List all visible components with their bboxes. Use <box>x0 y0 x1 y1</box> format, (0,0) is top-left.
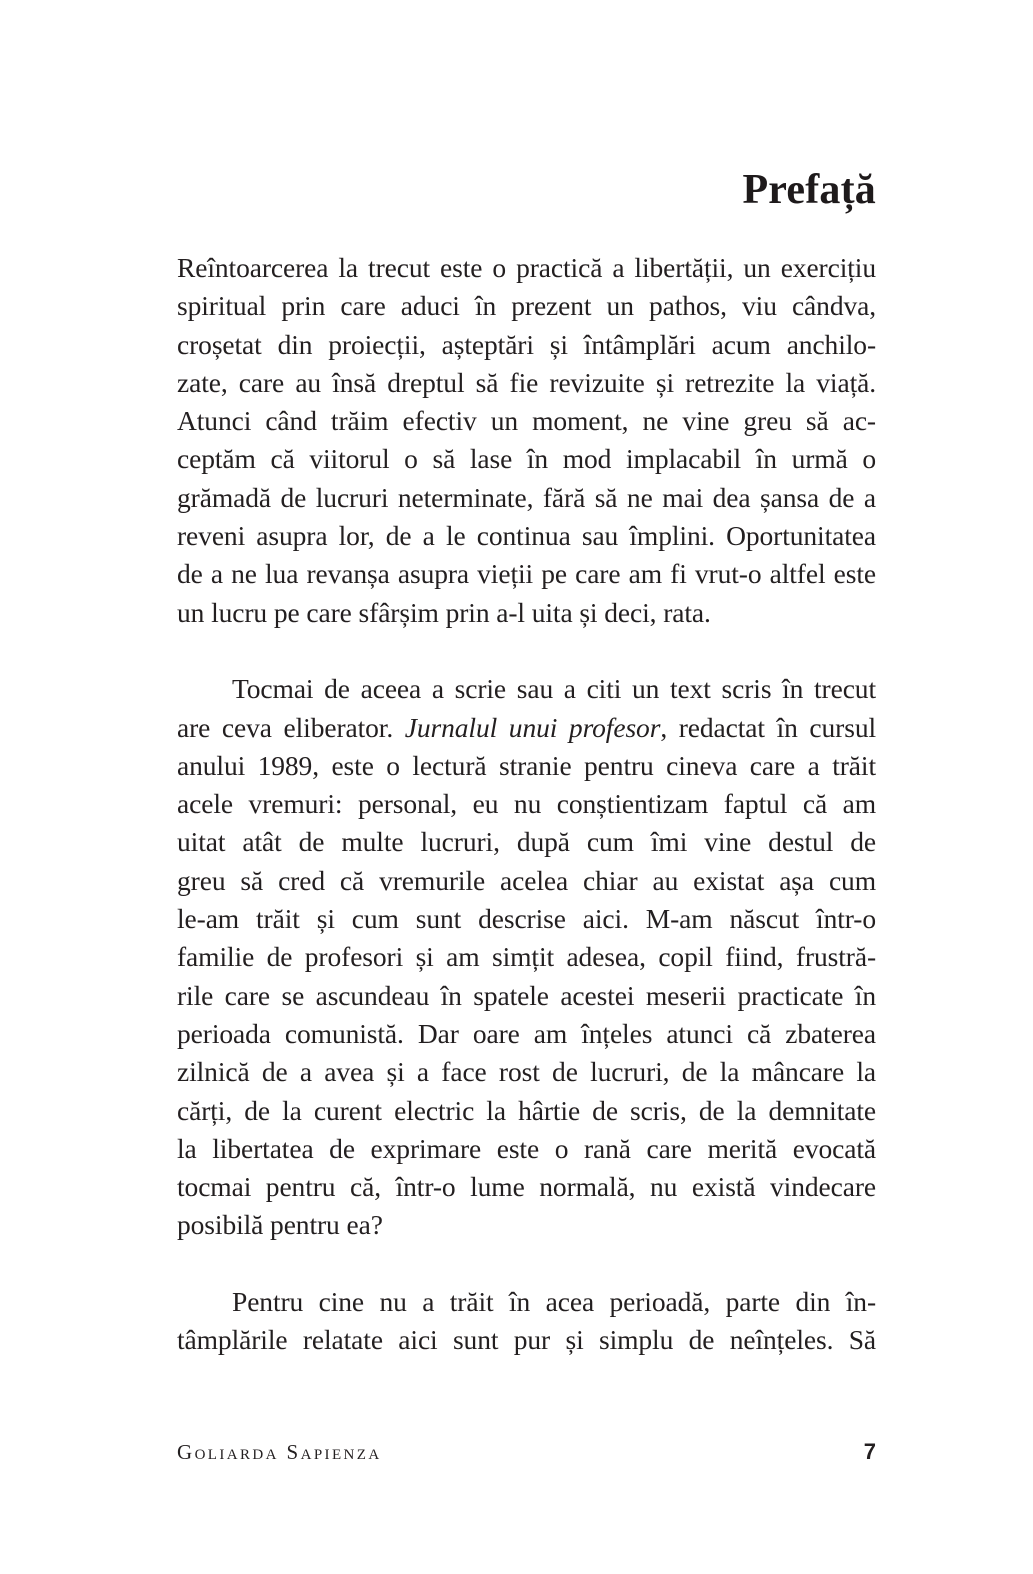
text-line: acele vremuri: personal, eu nu conștientizam faptul că am <box>177 788 876 820</box>
text-line: reveni asupra lor, de a le continua sau împlini. Oportunitatea <box>177 520 876 552</box>
text-line: le-am trăit și cum sunt descrise aici. M-am născut într-o <box>177 903 876 935</box>
paragraph <box>177 249 876 632</box>
text-line: Reîntoarcerea la trecut este o practică a libertății, un exercițiu <box>177 252 876 283</box>
chapter-title: Prefață <box>742 167 876 213</box>
italic-book-title: Jurnalul unui profesor <box>404 711 661 743</box>
text-line: tocmai pentru că, într-o lume normală, nu există vindecare <box>177 1171 876 1203</box>
text-line: grămadă de lucruri neterminate, fără să ne mai dea șansa de a <box>177 481 876 513</box>
text-line: Atunci când trăim efectiv un moment, ne vine greu să ac- <box>177 405 876 437</box>
text-line: un lucru pe care sfârșim prin a-l uita și deci, rata. <box>177 596 711 628</box>
text-line: greu să cred că vremurile acelea chiar au existat așa cum <box>177 864 876 896</box>
text-line: zilnică de a avea și a face rost de lucruri, de la mâncare la <box>177 1056 876 1088</box>
text-line: de a ne lua revanșa asupra vieții pe care am fi vrut-o altfel este <box>177 558 876 590</box>
text-line: perioada comunistă. Dar oare am înțeles atunci că zbaterea <box>177 1017 876 1049</box>
text-line <box>177 709 876 747</box>
running-footer-author: Goliarda Sapienza <box>177 1440 382 1464</box>
page-number: 7 <box>863 1439 876 1464</box>
text-segment: , redactat în cursul <box>660 711 877 743</box>
text-line: cărți, de la curent electric la hârtie de scris, de la demnitate <box>177 1094 876 1126</box>
paragraph <box>177 1283 876 1360</box>
text-line: familie de profesori și am simțit adesea, copil fiind, frustră- <box>177 941 876 973</box>
text-line: rile care se ascundeau în spatele acestei meserii practicate în <box>177 979 876 1011</box>
text-line: anului 1989, este o lectură stranie pentru cineva care a trăit <box>177 749 876 781</box>
text-line: Tocmai de aceea a scrie sau a citi un text scris în trecut <box>232 673 876 705</box>
paragraph <box>177 670 876 1244</box>
text-line: zate, care au însă dreptul să fie revizuite și retrezite la viață. <box>177 366 876 398</box>
text-line: tâmplările relatate aici sunt pur și simplu de neînțeles. Să <box>177 1324 876 1356</box>
text-line: croșetat din proiecții, așteptări și întâmplări acum anchilo- <box>177 328 876 360</box>
text-line: la libertatea de exprimare este o rană care merită evocată <box>177 1132 876 1164</box>
text-line: uitat atât de multe lucruri, după cum îmi vine destul de <box>177 826 876 858</box>
text-line: spiritual prin care aduci în prezent un pathos, viu cândva, <box>177 290 876 322</box>
text-segment: are ceva eliberator. <box>177 711 405 743</box>
body-text <box>177 249 876 1360</box>
text-line: Pentru cine nu a trăit în acea perioadă, parte din în- <box>232 1286 876 1318</box>
text-line: posibilă pentru ea? <box>177 1209 383 1241</box>
text-line: ceptăm că viitorul o să lase în mod implacabil în urmă o <box>177 443 876 475</box>
